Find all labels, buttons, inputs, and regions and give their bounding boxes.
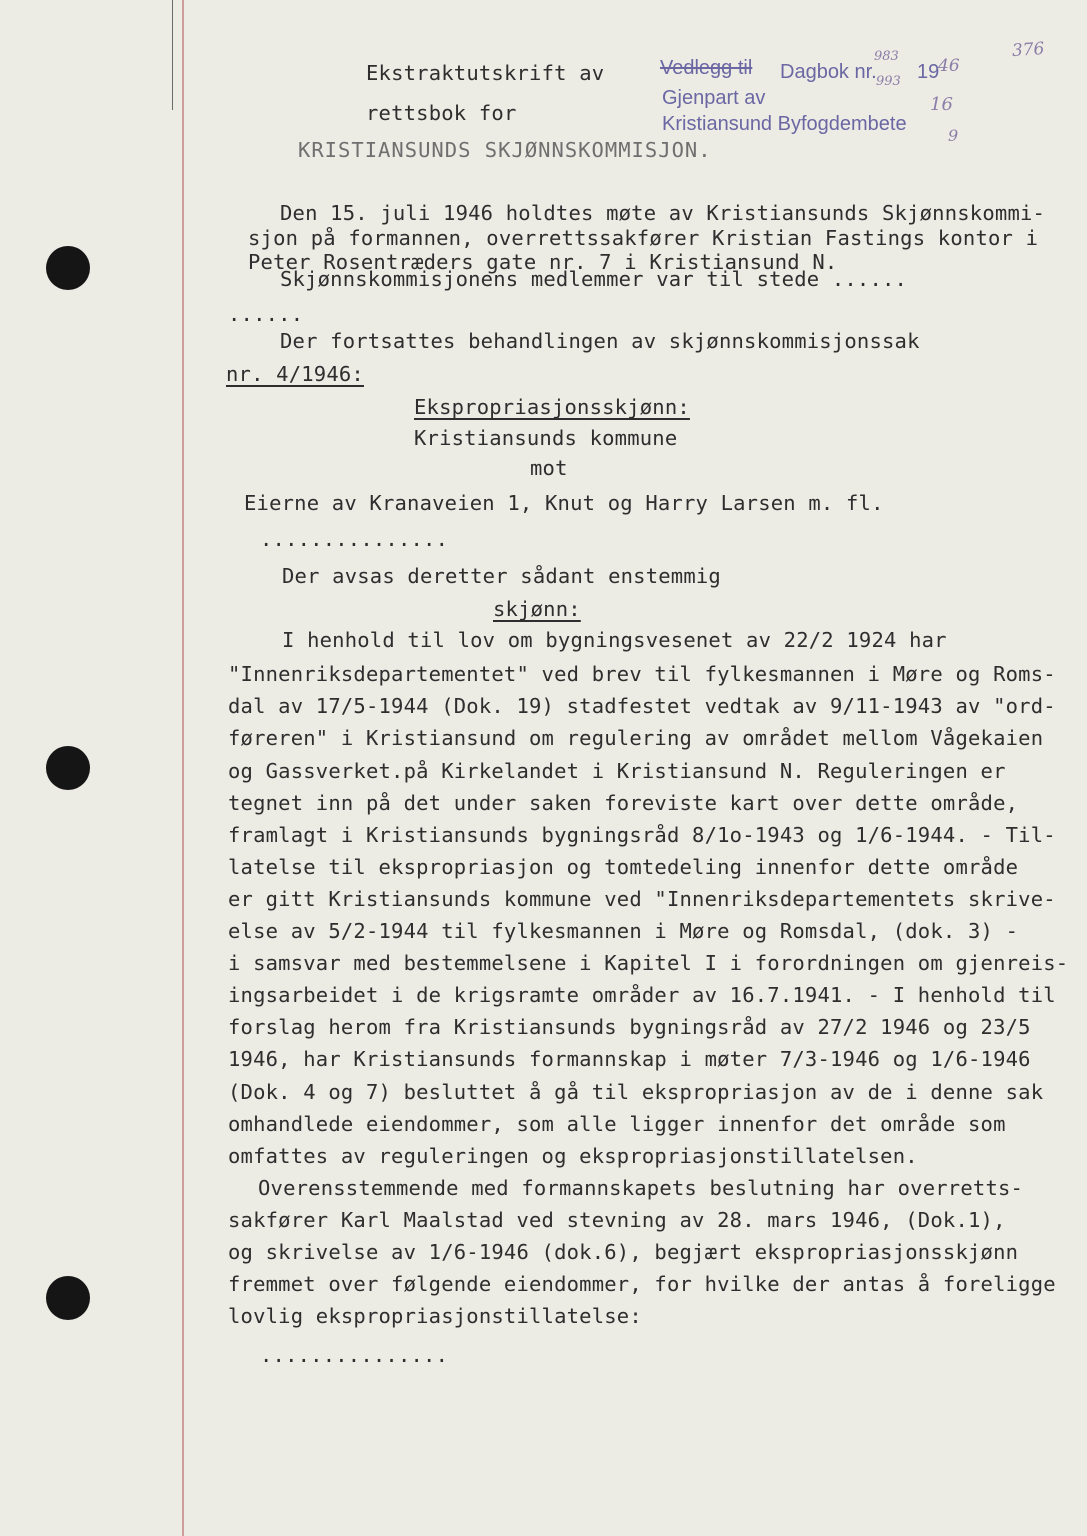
- header-title: Ekstraktutskrift av: [366, 61, 605, 85]
- text-line: og skrivelse av 1/6-1946 (dok.6), begjært ekspropriasjonsskjønn: [228, 1240, 1019, 1264]
- red-margin-rule: [182, 0, 184, 1536]
- party-defendant: Eierne av Kranaveien 1, Knut og Harry Larsen m. fl.: [244, 491, 884, 515]
- text-line: sjon på formannen, overrettssakfører Kristian Fastings kontor i: [248, 226, 1039, 250]
- text-line: tegnet inn på det under saken foreviste kart over dette område,: [228, 791, 1019, 815]
- text-line: dal av 17/5-1944 (Dok. 19) stadfestet vedtak av 9/11-1943 av "ord-: [228, 694, 1056, 718]
- text-line: 1946, har Kristiansunds formannskap i møter 7/3-1946 og 1/6-1946: [228, 1047, 1031, 1071]
- text-line: i samsvar med bestemmelsene i Kapitel I i forordningen om gjenreis-: [228, 951, 1069, 975]
- left-margin-rule: [172, 0, 173, 110]
- text-line: "Innenriksdepartementet" ved brev til fylkesmannen i Møre og Roms-: [228, 662, 1056, 686]
- text-line: lovlig ekspropriasjonstillatelse:: [228, 1304, 642, 1328]
- case-number: nr. 4/1946:: [226, 362, 364, 386]
- text-line: (Dok. 4 og 7) besluttet å gå til ekspropriasjon av de i denne sak: [228, 1080, 1044, 1104]
- punch-hole: [46, 246, 90, 290]
- stamp-dagbok-number-2: 993: [876, 74, 901, 89]
- text-line: ingsarbeidet i de krigsramte områder av 16.7.1941. - I henhold til: [228, 983, 1056, 1007]
- text-line: føreren" i Kristiansund om regulering av området mellom Vågekaien: [228, 726, 1044, 750]
- text-line: Der fortsattes behandlingen av skjønnskommisjonssak: [280, 329, 920, 353]
- ellipsis-line: ...............: [260, 527, 449, 551]
- text-line: Der avsas deretter sådant enstemmig: [282, 564, 721, 588]
- text-line: Overensstemmende med formannskapets beslutning har overretts-: [258, 1176, 1024, 1200]
- case-heading: Ekspropriasjonsskjønn:: [414, 395, 690, 419]
- text-line: latelse til ekspropriasjon og tomtedeling innenfor dette område: [228, 855, 1019, 879]
- stamp-date-day: 16: [930, 94, 953, 115]
- punch-hole: [46, 1276, 90, 1320]
- text-line: framlagt i Kristiansunds bygningsråd 8/1o-1943 og 1/6-1944. - Til-: [228, 823, 1056, 847]
- text-line: omhandlede eiendommer, som alle ligger innenfor det område som: [228, 1112, 1006, 1136]
- text-line: Den 15. juli 1946 holdtes møte av Kristiansunds Skjønnskommi-: [280, 201, 1046, 225]
- text-line: forslag herom fra Kristiansunds bygningsråd av 27/2 1946 og 23/5: [228, 1015, 1031, 1039]
- stamp-gjenpart: Gjenpart av: [662, 87, 766, 109]
- text-line: og Gassverket.på Kirkelandet i Kristiansund N. Reguleringen er: [228, 759, 1006, 783]
- text-line: Skjønnskommisjonens medlemmer var til stede ......: [280, 267, 908, 291]
- stamp-year-handwritten: 46: [938, 56, 960, 76]
- header-subtitle: rettsbok for: [366, 101, 517, 125]
- party-plaintiff: Kristiansunds kommune: [414, 426, 678, 450]
- ellipsis-line: ......: [228, 302, 304, 326]
- stamp-prefix-struck: Vedlegg til: [660, 57, 753, 79]
- text-line: er gitt Kristiansunds kommune ved "Innenriksdepartementets skrive-: [228, 887, 1056, 911]
- ellipsis-line: ...............: [260, 1343, 449, 1367]
- text-line: I henhold til lov om bygningsvesenet av 22/2 1924 har: [282, 628, 947, 652]
- stamp-date-month: 9: [948, 126, 959, 145]
- page-number: 376: [1011, 38, 1046, 62]
- punch-hole: [46, 746, 90, 790]
- text-line: Peter Rosentræders gate nr. 7 i Kristiansund N.: [248, 250, 838, 274]
- versus-label: mot: [530, 456, 568, 480]
- header-institution: KRISTIANSUNDS SKJØNNSKOMMISJON.: [298, 138, 712, 162]
- stamp-office: Kristiansund Byfogdembete: [662, 113, 907, 135]
- text-line: sakfører Karl Maalstad ved stevning av 28. mars 1946, (Dok.1),: [228, 1208, 1006, 1232]
- stamp-year-prefix: 19: [917, 61, 940, 83]
- text-line: omfattes av reguleringen og ekspropriasjonstillatelsen.: [228, 1144, 918, 1168]
- text-line: else av 5/2-1944 til fylkesmannen i Møre og Romsdal, (dok. 3) -: [228, 919, 1019, 943]
- stamp-dagbok-label: Dagbok nr.: [780, 61, 877, 83]
- text-line: fremmet over følgende eiendommer, for hvilke der antas å foreligge: [228, 1272, 1056, 1296]
- judgment-heading: skjønn:: [493, 597, 581, 621]
- stamp-dagbok-number: 983: [874, 49, 899, 64]
